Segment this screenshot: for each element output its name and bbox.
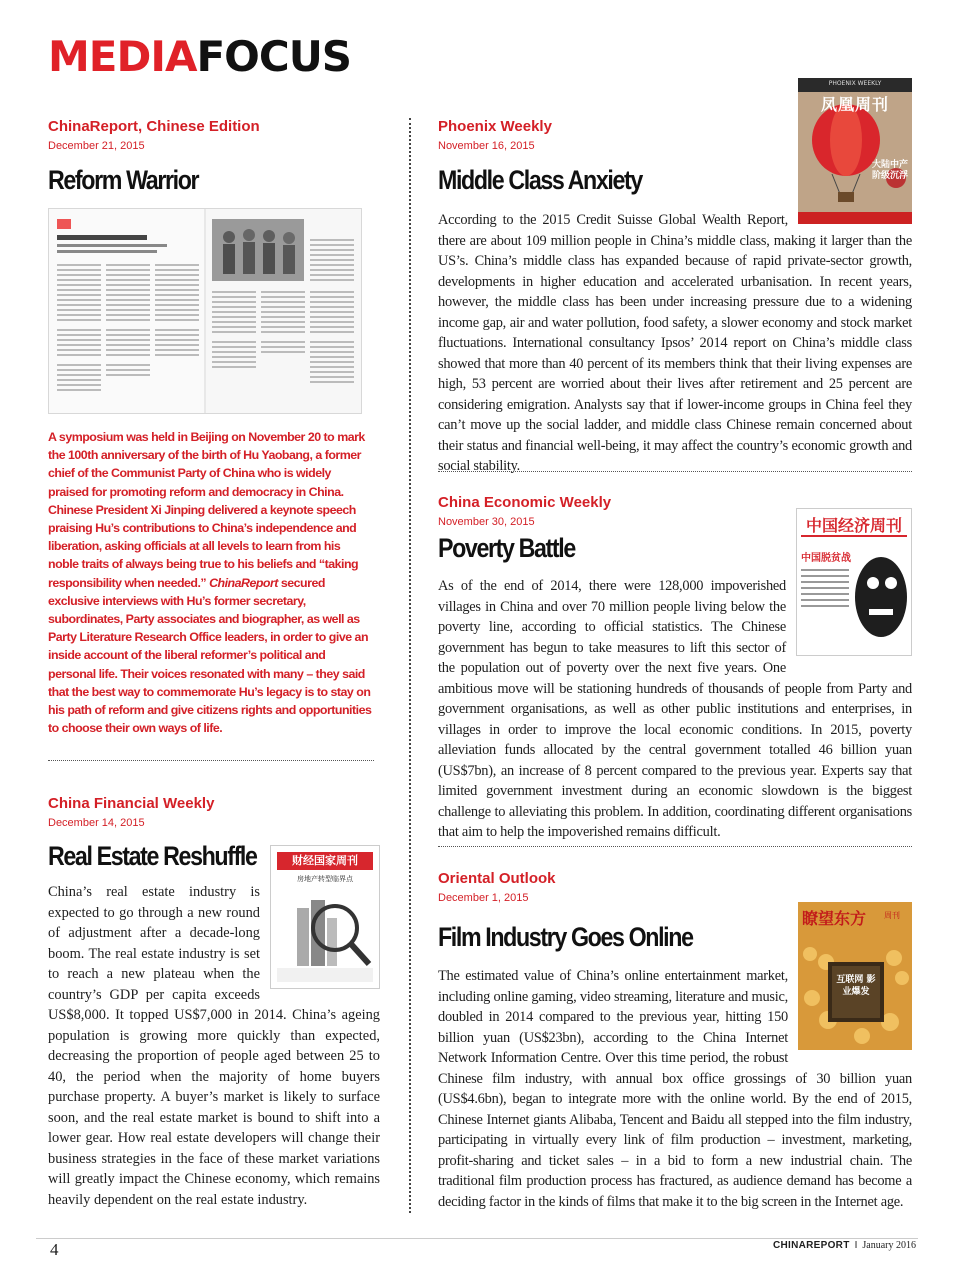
article-summary xyxy=(48,428,373,737)
magnifier-illustration xyxy=(271,846,379,988)
section-divider xyxy=(438,471,912,472)
source-label: Oriental Outlook xyxy=(438,870,556,887)
article-title: Film Industry Goes Online xyxy=(438,922,693,952)
cover-headline: 互联网 影业爆发 xyxy=(836,975,876,997)
magazine-cover-outlook xyxy=(798,902,912,1050)
section-divider xyxy=(438,846,912,847)
summary-publication: ChinaReport xyxy=(209,575,278,590)
cover-headline: 中国脱贫战 xyxy=(801,553,851,564)
cover-top-label: PHOENIX WEEKLY xyxy=(828,80,882,87)
date-label: November 30, 2015 xyxy=(438,516,535,528)
section-divider xyxy=(48,760,374,761)
magazine-cover-financial xyxy=(270,845,380,989)
footer-issue: January 2016 xyxy=(862,1240,916,1251)
mask-illustration xyxy=(797,509,911,655)
source-label: China Financial Weekly xyxy=(48,795,215,812)
summary-text-2: secured exclusive interviews with Hu’s former secretary, subordinates, Party associates and biographer, as well as Party Literature Research Office leaders, in order to give an inside account of the liberal reformer’s political and personal life. Their voices resonated with many – they said that the best way to commemorate Hu’s legacy is to stay on his path of reform and give citizens rights and opportunities to choose their own ways of life. xyxy=(48,575,372,736)
article-body: According to the 2015 Credit Suisse Global Wealth Report, there are about 109 million people in China’s middle class, making it larger than the US’s. China’s middle class has expanded because of rapid private-sector growth, developments in higher education and accelerated urbanisation. In recent years, however, the middle class has been under increasing pressure due to a widening income gap, air and water pollution, food safety, a slower economy and stock market fluctuations. International consultancy Ipsos’ 2014 report on China’s middle class showed that more than 40 percent of its members think that their living expenses are high, 53 percent are worried about their lives after retirement and 25 percent are considering emigration. Analysts say that if lower-income groups in China feel they can’t move up the social ladder, and middle class Chinese remain concerned about their status and financial well-being, it may affect the country’s economic growth and social stability. xyxy=(438,212,912,474)
source-label: ChinaReport, Chinese Edition xyxy=(48,118,260,135)
magazine-spread-image xyxy=(48,208,362,414)
spread-illustration xyxy=(49,209,361,413)
masthead-focus: FOCUS xyxy=(196,32,352,81)
cover-masthead: 凤凰周刊 xyxy=(820,95,889,114)
article-title: Reform Warrior xyxy=(48,165,199,195)
magazine-cover-economic xyxy=(796,508,912,656)
summary-text-1: A symposium was held in Beijing on November 20 to mark the 100th anniversary of the birth of Hu Yaobang, a former chief of the Communist Party of China who is widely praised for promoting reform and democracy in China. Chinese President Xi Jinping delivered a keynote speech praising Hu’s contributions to China’s independence and liberation, asking officials at all levels to learn from his noble traits of always being true to his beliefs and “taking responsibility when needed.” xyxy=(48,430,365,590)
footer-brand xyxy=(773,1240,916,1251)
cover-masthead: 瞭望东方 xyxy=(802,909,867,928)
article-body: As of the end of 2014, there were 128,000 impoverished villages in China and over 70 million people living below the poverty line, according to official statistics. The Chinese government has begun to take measures to lift this sector of the population out of poverty over the next five years. One ambitious move will be stationing hundreds of thousands of people from Party and government organisations, as well as other public institutions and enterprises, in villages in order to improve the local economic conditions. In 2015, poverty alleviation funds allocated by the central government totalled 46 billion yuan (US$7bn), an increase of 8 percent compared to the previous year. Experts say that limited government investment during an economic slowdown is the biggest challenge to alleviating this problem. In addition, coordinating different organisations that aim to help the impoverished remains difficult. xyxy=(438,578,912,840)
masthead xyxy=(48,32,352,81)
date-label: December 21, 2015 xyxy=(48,140,145,152)
article-body: The estimated value of China’s online entertainment market, including online gaming, video streaming, literature and music, doubled in 2014 compared to the previous year, hitting 150 billion yuan (US$23bn), according to the China Internet Network Information Centre. Over this time period, the robust Chinese film industry, with annual box office grossings of 30 billion yuan (US$4.6bn), began to integrate more with the online world. By the end of 2015, Chinese Internet giants Alibaba, Tencent and Baidu all stepped into the film industry, participating in virtually every link of film production – investment, marketing, profit-sharing and ticket sales – in a bid to form a new industrial chain. The traditional film production process has fractured, as audience demand has become a deciding factor in the kinds of films that make it to the big screen in the Internet age. xyxy=(438,968,912,1210)
cover-headline: 房地产转型临界点 xyxy=(297,875,353,883)
cover-masthead: 财经国家周刊 xyxy=(277,852,373,870)
masthead-media: MEDIA xyxy=(48,32,197,81)
article-title: Middle Class Anxiety xyxy=(438,165,642,195)
source-label: Phoenix Weekly xyxy=(438,118,552,135)
footer-publication: CHINAREPORT xyxy=(772,1240,850,1251)
article-body: China’s real estate industry is expected to go through a new round of adjustment after a decade-long boom. The real estate industry is set to reach a new plateau when the country’s GDP per capita exceeds US$8,000. It topped US$7,000 in 2014. China’s ageing population is growing more quickly than expected, decreasing the proportion of people aged between 25 to 40, the period when the majority of home buyers purchase property. A buyer’s market is likely to surface soon, and the real estate market is bound to shift into a lower gear. How real estate developers will change their business strategies in the face of these market variations will greatly impact the Chinese economy, which remains heavily dependent on the real estate industry. xyxy=(48,884,380,1208)
article-title: Real Estate Reshuffle xyxy=(48,841,257,871)
article-title: Poverty Battle xyxy=(438,533,575,563)
cover-headline: 大陆中产阶级沉浮 xyxy=(872,160,909,181)
date-label: December 1, 2015 xyxy=(438,892,529,904)
source-label: China Economic Weekly xyxy=(438,494,612,511)
footer-separator: I xyxy=(854,1240,858,1251)
date-label: November 16, 2015 xyxy=(438,140,535,152)
date-label: December 14, 2015 xyxy=(48,817,145,829)
footer-rule xyxy=(36,1238,918,1239)
page-number: 4 xyxy=(50,1240,59,1259)
magazine-cover-phoenix xyxy=(798,78,912,224)
cover-masthead: 中国经济周刊 xyxy=(805,516,902,535)
cover-subtitle: 周刊 xyxy=(884,911,900,920)
column-divider xyxy=(409,118,411,1213)
